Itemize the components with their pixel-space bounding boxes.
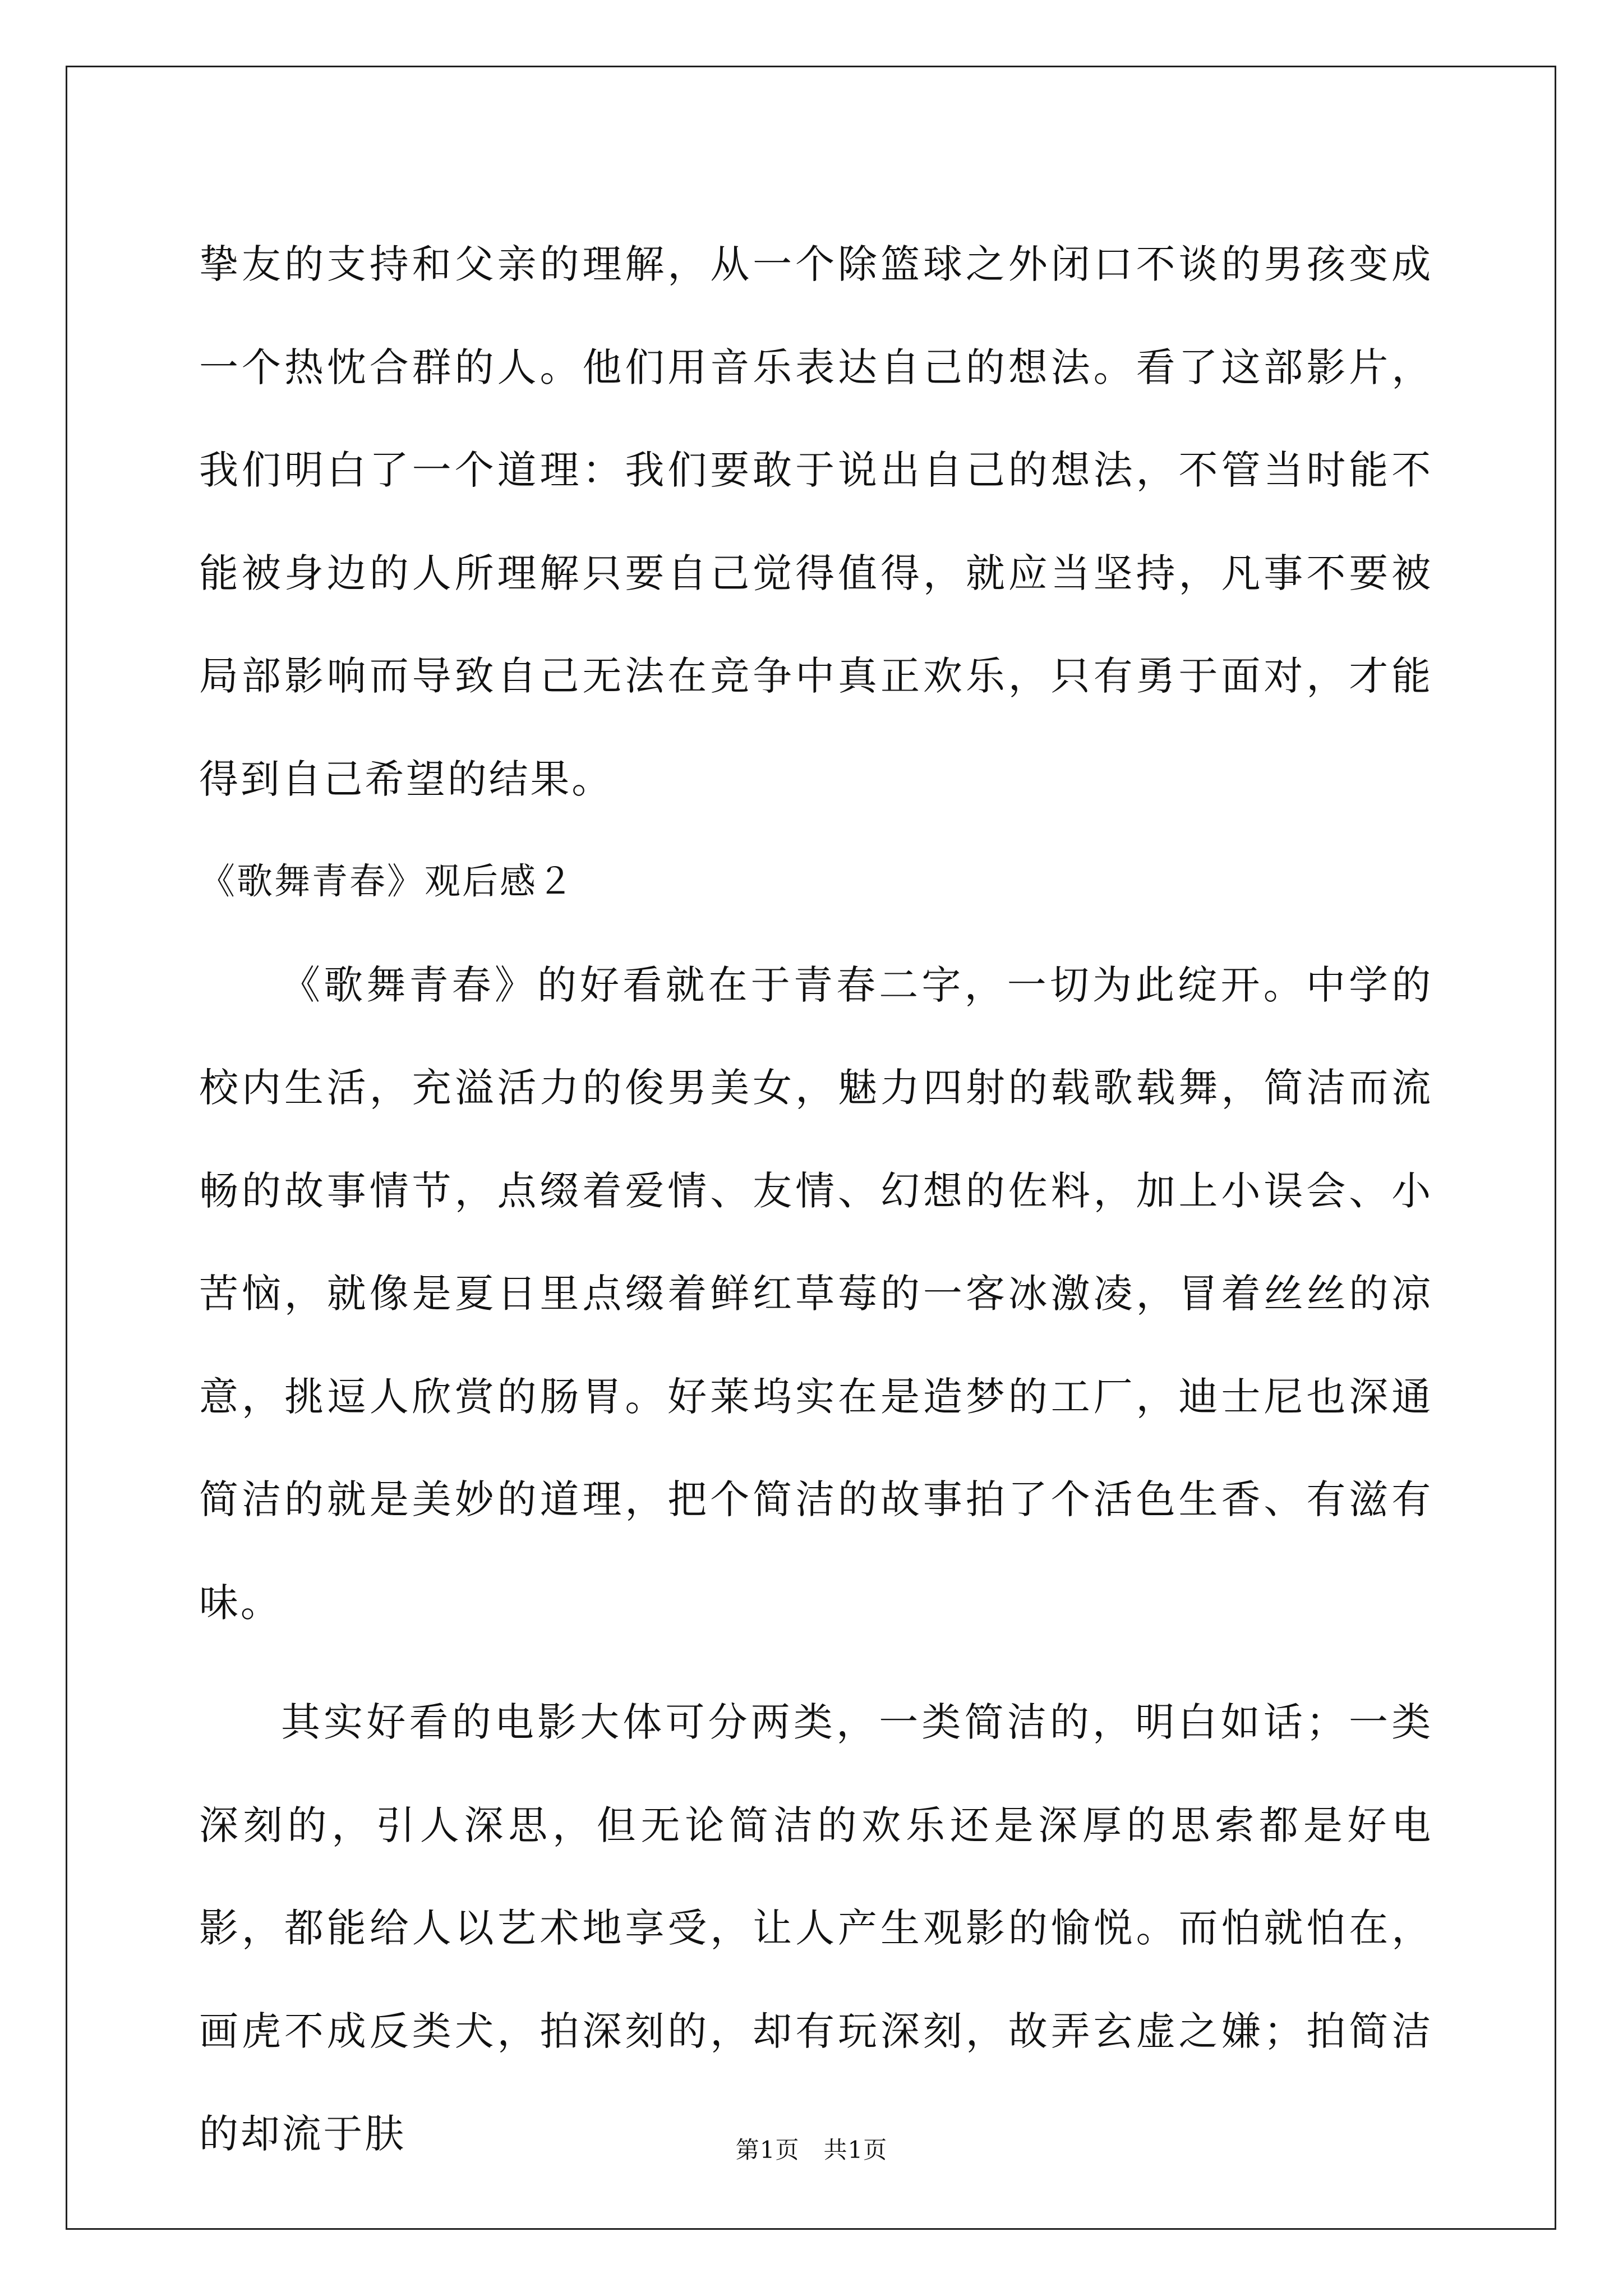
paragraph-continued: 挚友的支持和父亲的理解，从一个除篮球之外闭口不谈的男孩变成一个热忱合群的人。他们用音乐表达自己的想法。看了这部影片，我们明白了一个道理：我们要敢于说出自己的想法，不管当时能不能被身边的人所理解只要自己觉得值得，就应当坚持，凡事不要被局部影响而导致自己无法在竞争中真正欢乐，只有勇于面对，才能得到自己希望的结果。: [199, 241, 1433, 802]
section-heading: 《歌舞青春》观后感２: [199, 861, 575, 903]
page-footer: 第1页 共1页: [735, 2136, 888, 2164]
document-body: [199, 213, 1433, 2186]
paragraph-intro: 《歌舞青春》的好看就在于青春二字，一切为此绽开。中学的校内生活，充溢活力的俊男美女，魅力四射的载歌载舞，简洁而流畅的故事情节，点缀着爱情、友情、幻想的佐料，加上小误会、小苦恼，就像是夏日里点缀着鲜红草莓的一客冰激凌，冒着丝丝的凉意，挑逗人欣赏的肠胃。好莱坞实在是造梦的工厂，迪士尼也深通简洁的就是美妙的道理，把个简洁的故事拍了个活色生香、有滋有味。: [199, 961, 1433, 1626]
paragraph-analysis: 其实好看的电影大体可分两类，一类简洁的，明白如话；一类深刻的，引人深思，但无论简洁的欢乐还是深厚的思索都是好电影，都能给人以艺术地享受，让人产生观影的愉悦。而怕就怕在，画虎不成反类犬，拍深刻的，却有玩深刻，故弄玄虚之嫌；拍简洁的却流于肤: [199, 1699, 1433, 2157]
